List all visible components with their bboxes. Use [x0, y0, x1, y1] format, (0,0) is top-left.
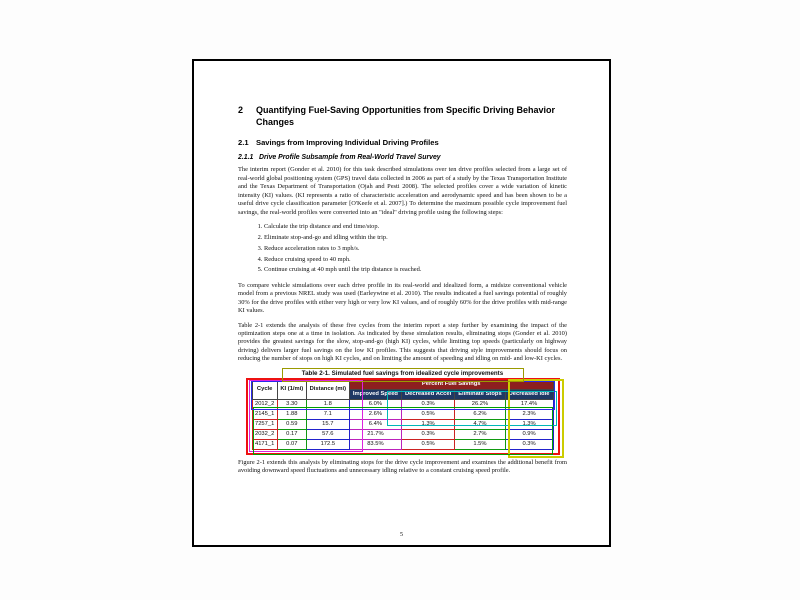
results-paragraph: To compare vehicle simulations over each drive profile in its real-world and idealized form, a midsize conventional vehicle model from a previous NREL study was used (Earleywine et al. 2010). The results indicated a fuel savings potential of roughly 30% for the drive profiles with either very high or very low KI values, and of roughly 60% for the drive profiles with mid-range KI values. [238, 281, 567, 315]
list-item: 1. Calculate the trip distance and end time/stop. [264, 223, 567, 231]
table-row [252, 439, 553, 449]
section-title: Quantifying Fuel-Saving Opportunities from Specific Driving Behavior Changes [256, 105, 556, 127]
table-cell: 83.5% [349, 439, 401, 449]
fuel-savings-table [252, 379, 554, 450]
table-cell: 0.5% [401, 409, 454, 419]
table-cell: 1.8 [306, 399, 349, 409]
section-number: 2 [238, 105, 244, 115]
section-heading [238, 105, 567, 128]
table-cell: 7257_1 [252, 419, 277, 429]
table-caption: Table 2-1. Simulated fuel savings from idealized cycle improvements [301, 369, 504, 377]
table-cell: 17.4% [505, 399, 553, 409]
table-cell: 15.7 [306, 419, 349, 429]
table-cell: 0.17 [277, 429, 306, 439]
col-header-percent-fuel-savings: Percent Fuel Savings [349, 379, 553, 389]
document-page [192, 59, 611, 547]
table-subheader-cell: Improved Speed [349, 389, 401, 399]
table-container [252, 370, 554, 450]
subsection-heading [238, 138, 567, 147]
idealization-steps-list [264, 223, 567, 275]
table-subheader-cell: Decreased Idle [505, 389, 553, 399]
list-item: 5. Continue cruising at 40 mph until the trip distance is reached. [264, 266, 567, 274]
table-cell: 6.2% [455, 409, 505, 419]
subsubsection-title: Drive Profile Subsample from Real-World Travel Survey [259, 154, 441, 162]
table-cell: 6.4% [349, 419, 401, 429]
col-header-ki: KI (1/mi) [277, 379, 306, 399]
table-row [252, 429, 553, 439]
table-row [252, 399, 553, 409]
table-cell: 6.0% [349, 399, 401, 409]
table-cell: 2012_2 [252, 399, 277, 409]
table-cell: 2145_1 [252, 409, 277, 419]
page-number: 5 [399, 531, 404, 538]
table-cell: 7.1 [306, 409, 349, 419]
table-cell: 1.5% [455, 439, 505, 449]
table-cell: 0.07 [277, 439, 306, 449]
list-item: 4. Reduce cruising speed to 40 mph. [264, 256, 567, 264]
table-cell: 57.6 [306, 429, 349, 439]
table-cell: 1.3% [401, 419, 454, 429]
intro-paragraph: The interim report (Gonder et al. 2010) for this task described simulations over ten drive profiles selected from a large set of real-world global positioning system (GPS) travel data collected in 2006 as part of a study by the Texas Transportation Institute and the Texas Department of Transportation (Ojah and Pesti 2008). The selected profiles cover a wide variation of kinetic intensity (KI) values. (KI represents a ratio of characteristic acceleration and aerodynamic speed and has been shown to be a useful drive cycle classification parameter [O'Keefe et al. 2007].) To determine the maximum possible cycle improvement fuel savings, the real-world profiles were converted into an "ideal" driving profile using the following steps: [238, 166, 567, 216]
list-item: 3. Reduce acceleration rates to 3 mph/s. [264, 245, 567, 253]
table-cell: 0.5% [401, 439, 454, 449]
table-cell: 1.3% [505, 419, 553, 429]
table-cell: 4171_1 [252, 439, 277, 449]
table-subheader-cell: Decreased Accel [401, 389, 454, 399]
table-cell: 26.2% [455, 399, 505, 409]
figure-paragraph: Figure 2-1 extends this analysis by eliminating stops for the drive cycle improvement and examines the additional benefit from avoiding downward speed fluctuations and unnecessary idling relative to a constant cruising speed profile. [238, 458, 567, 475]
table-row [252, 409, 553, 419]
table-cell: 0.59 [277, 419, 306, 429]
table-header-row [252, 379, 553, 389]
table-cell: 0.3% [401, 429, 454, 439]
table-discussion-paragraph: Table 2-1 extends the analysis of these five cycles from the interim report a step further by examining the impact of the optimization steps one at a time in isolation. As indicated by these simulation results, eliminating stops (Gonder et al. 2010) provides the greatest savings for the slow, stop-and-go (high KI) cycles, while limiting top speeds (particularly on highway driving) delivers larger fuel savings on the low KI profiles. This suggests that driving style improvements should focus on reducing the number of stops on high KI cycles, and on limiting the amount of speeding and idling on mid- and low-KI cycles. [238, 321, 567, 363]
table-cell: 1.88 [277, 409, 306, 419]
subsection-title: Savings from Improving Individual Driving Profiles [256, 138, 439, 148]
table-cell: 2.3% [505, 409, 553, 419]
table-cell: 0.3% [505, 439, 553, 449]
table-body [252, 399, 553, 449]
col-header-cycle: Cycle [252, 379, 277, 399]
table-cell: 0.3% [401, 399, 454, 409]
subsubsection-heading [238, 154, 567, 161]
table-cell: 2032_2 [252, 429, 277, 439]
subsubsection-number: 2.1.1 [238, 154, 254, 162]
table-cell: 172.5 [306, 439, 349, 449]
table-subheader-cell: Eliminate Stops [455, 389, 505, 399]
table-row [252, 419, 553, 429]
table-cell: 21.7% [349, 429, 401, 439]
col-header-distance: Distance (mi) [306, 379, 349, 399]
table-cell: 0.9% [505, 429, 553, 439]
table-header [252, 379, 553, 399]
table-cell: 2.6% [349, 409, 401, 419]
list-item: 2. Eliminate stop-and-go and idling within the trip. [264, 234, 567, 242]
subsection-number: 2.1 [238, 138, 249, 148]
table-cell: 2.7% [455, 429, 505, 439]
table-cell: 3.30 [277, 399, 306, 409]
table-cell: 4.7% [455, 419, 505, 429]
